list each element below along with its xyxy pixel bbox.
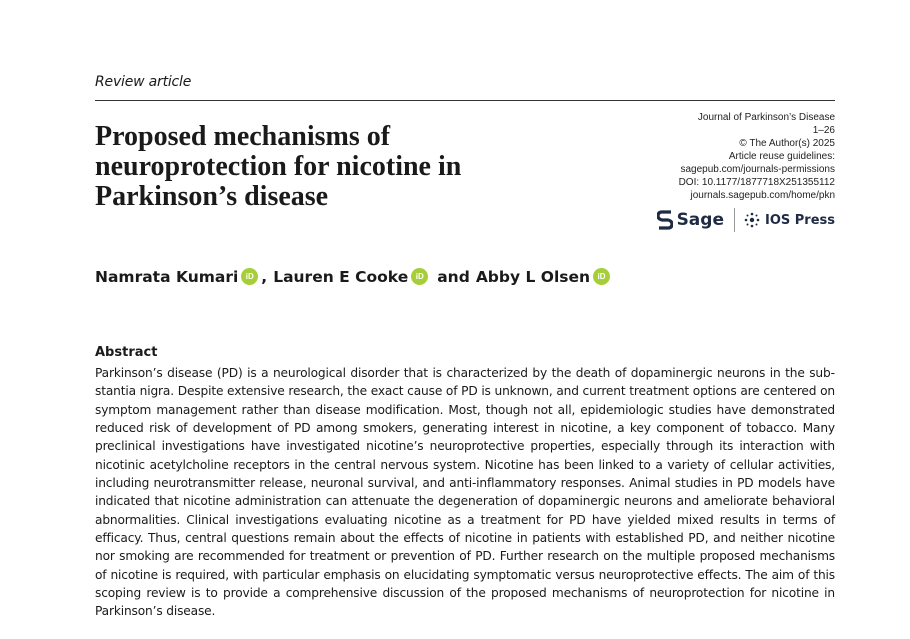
doi[interactable]: DOI: 10.1177/1877718X251355112 <box>678 177 835 188</box>
abstract-body: Parkinson’s disease (PD) is a neurological disorder that is characterized by the death of dopaminergic neurons in the substantia nigra. Despite extensive research, the exact cause of PD is unknown, and current treatment options are centered on symptom management rather than disease modification. Most, though not all, epidemiologic studies have demonstrated reduced risk of development of PD among smokers, generating interest in nicotine, a key component of tobacco. Many preclinical investigations have investigated nicotine’s neuroprotective properties, especially through its interaction with nicotinic acetylcholine receptors in the central nervous system. Nicotine has been linked to a variety of cellular activities, including neurotransmitter release, neuronal survival, and anti-inflammatory responses. Animal studies in PD models have indicated that nicotine administration can attenuate the degeneration of dopaminergic neurons and ameliorate behavioral abnormalities. Clinical investigations evaluating nicotine as a treatment for PD have yielded mixed results in terms of efficacy. Thus, central questions remain about the effects of nicotine in patients with established PD, and neither nicotine nor smoking are recommended for treatment or prevention of PD. Further research on the multiple proposed mechanisms of nicotine is required, with particular emphasis on elucidating symptomatic versus neuroprotective effects. The aim of this scoping review is to provide a comprehensive discussion of the proposed mechanisms of neuroprotection for nicotine in Parkinson’s disease. <box>95 366 835 619</box>
article-type-label: Review article <box>95 74 192 90</box>
journal-pages: 1–26 <box>812 125 835 136</box>
journal-name: Journal of Parkinson’s Disease <box>697 112 835 123</box>
ios-dots-icon <box>744 212 760 228</box>
author-separator: , <box>261 268 268 286</box>
reuse-label: Article reuse guidelines: <box>728 151 835 162</box>
orcid-icon[interactable]: iD <box>411 268 428 285</box>
copyright: © The Author(s) 2025 <box>739 138 835 149</box>
ios-press-logo <box>744 212 835 228</box>
sage-s-icon <box>657 210 673 230</box>
header-rule <box>95 100 835 101</box>
author-name: Abby L Olsen <box>475 268 591 286</box>
orcid-icon[interactable]: iD <box>593 268 610 285</box>
journal-homepage-link[interactable]: journals.sagepub.com/home/pkn <box>690 190 835 201</box>
logo-divider <box>734 208 735 232</box>
author-name: Lauren E Cooke <box>273 268 409 286</box>
publisher-logos <box>657 207 835 233</box>
sage-logo-text: Sage <box>676 210 724 230</box>
abstract-heading: Abstract <box>95 345 158 360</box>
author-name: Namrata Kumari <box>95 268 239 286</box>
article-title: Proposed mechanisms of neuroprotection for nicotine in Parkinson’s disease <box>95 121 462 212</box>
orcid-icon[interactable]: iD <box>241 268 258 285</box>
author-separator: and <box>437 268 470 286</box>
reuse-link[interactable]: sagepub.com/journals-permissions <box>680 164 835 175</box>
author-list <box>95 268 613 286</box>
sage-logo <box>657 210 724 230</box>
ios-press-text: IOS Press <box>764 212 835 228</box>
journal-info <box>679 111 835 202</box>
